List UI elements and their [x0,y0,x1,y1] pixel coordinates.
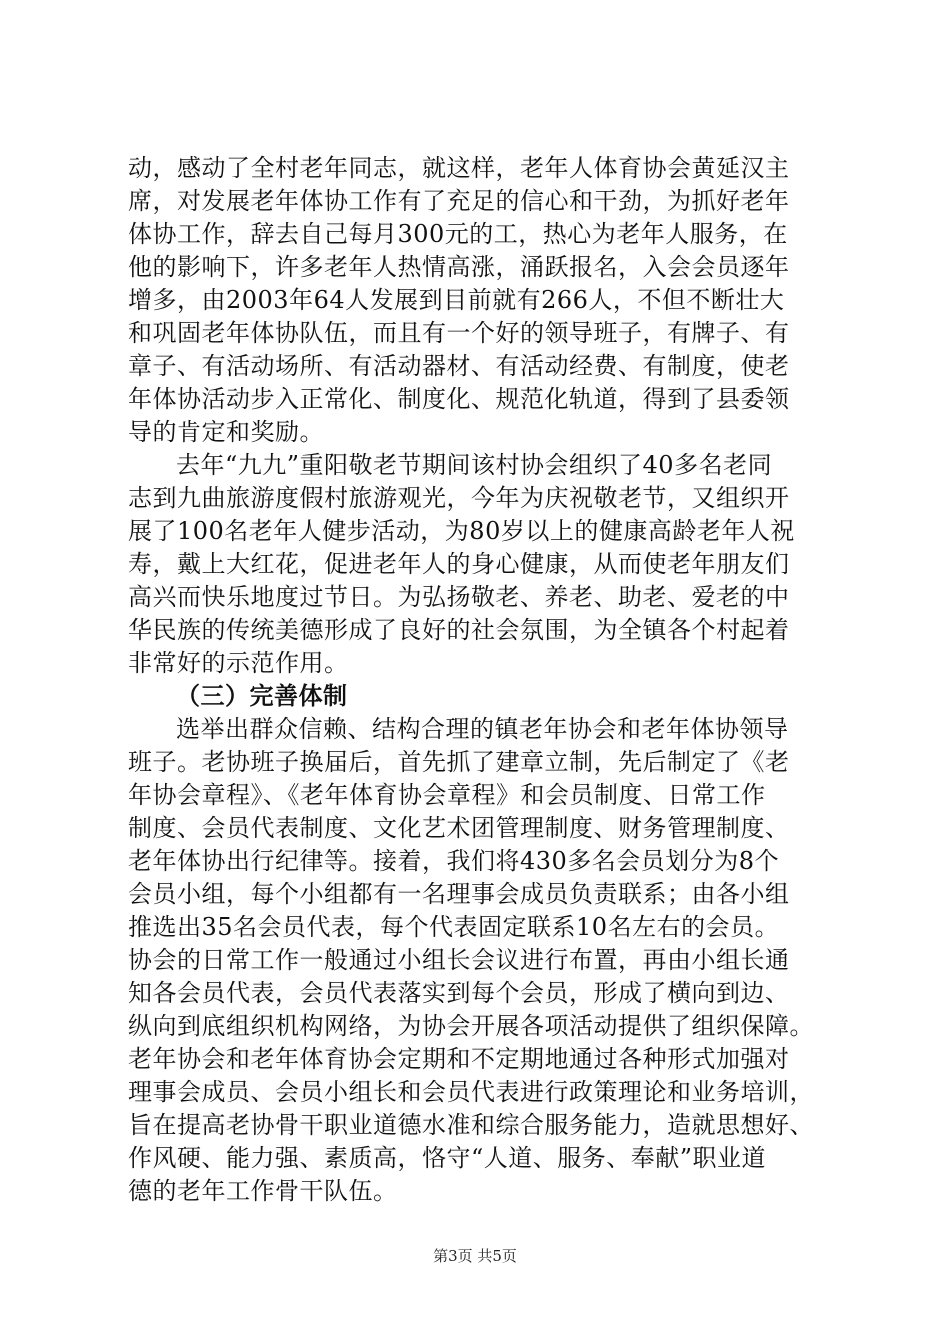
text-line: 制度、会员代表制度、文化艺术团管理制度、财务管理制度、 [128,814,790,842]
text-line: 席，对发展老年体协工作有了充足的信心和干劲，为抓好老年 [128,187,790,215]
text-line: 体协工作，辞去自己每月300元的工，热心为老年人服务，在 [128,220,788,248]
document-body [128,152,832,1208]
text-line: 班子。老协班子换届后，首先抓了建章立制，先后制定了《老 [128,748,790,776]
text-line: 会员小组，每个小组都有一名理事会成员负责联系；由各小组 [128,880,790,908]
text-line: 去年“九九”重阳敬老节期间该村协会组织了40多名老同 [176,451,773,479]
text-line: 年体协活动步入正常化、制度化、规范化轨道，得到了县委领 [128,385,790,413]
text-line: 老年体协出行纪律等。接着，我们将430多名会员划分为8个 [128,847,780,875]
text-line: 非常好的示范作用。 [128,649,349,677]
text-line: 推选出35名会员代表，每个代表固定联系10名左右的会员。 [128,913,780,941]
section-heading: （三）完善体制 [176,682,348,710]
text-line: 选举出群众信赖、结构合理的镇老年协会和老年体协领导 [176,715,789,743]
text-line: 寿，戴上大红花，促进老年人的身心健康，从而使老年朋友们 [128,550,790,578]
text-line: 导的肯定和奖励。 [128,418,324,446]
text-line: 章子、有活动场所、有活动器材、有活动经费、有制度，使老 [128,352,790,380]
text-line: 德的老年工作骨干队伍。 [128,1177,398,1205]
text-line: 纵向到底组织机构网络，为协会开展各项活动提供了组织保障。 [128,1012,814,1040]
text-line: 动，感动了全村老年同志，就这样，老年人体育协会黄延汉主 [128,154,790,182]
text-line: 增多，由2003年64人发展到目前就有266人，不但不断壮大 [128,286,785,314]
text-line: 华民族的传统美德形成了良好的社会氛围，为全镇各个村起着 [128,616,790,644]
text-line: 他的影响下，许多老年人热情高涨，涌跃报名，入会会员逐年 [128,253,790,281]
text-line: 和巩固老年体协队伍，而且有一个好的领导班子，有牌子、有 [128,319,790,347]
page-footer [0,1246,950,1266]
text-line: 旨在提高老协骨干职业道德水准和综合服务能力，造就思想好、 [128,1111,814,1139]
text-line: 协会的日常工作一般通过小组长会议进行布置，再由小组长通 [128,946,790,974]
page-number: 第3页 共5页 [433,1247,517,1265]
text-line: 高兴而快乐地度过节日。为弘扬敬老、养老、助老、爱老的中 [128,583,790,611]
text-line: 展了100名老年人健步活动，为80岁以上的健康高龄老年人祝 [128,517,795,545]
text-line: 志到九曲旅游度假村旅游观光，今年为庆祝敬老节，又组织开 [128,484,790,512]
text-line: 老年协会和老年体育协会定期和不定期地通过各种形式加强对 [128,1045,790,1073]
text-line: 知各会员代表，会员代表落实到每个会员，形成了横向到边、 [128,979,790,1007]
text-line: 年协会章程》、《老年体育协会章程》和会员制度、日常工作 [128,781,766,809]
text-line: 理事会成员、会员小组长和会员代表进行政策理论和业务培训， [128,1078,814,1106]
text-line: 作风硬、能力强、素质高，恪守“人道、服务、奉献”职业道 [128,1144,767,1172]
